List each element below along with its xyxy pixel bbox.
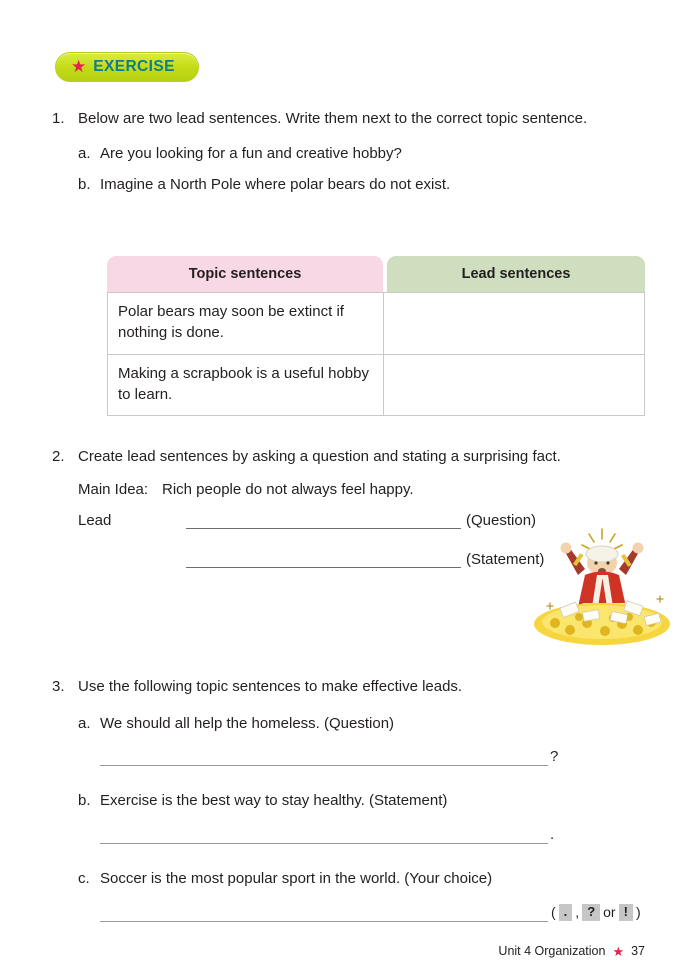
question-1-number: 1. <box>52 110 65 127</box>
lead-answer-line-question[interactable] <box>186 514 461 529</box>
exercise-badge <box>55 52 199 82</box>
lead-answer-line-statement[interactable] <box>186 553 461 568</box>
footer-unit-text: Unit 4 Organization <box>498 944 606 958</box>
lead-label: Lead <box>78 512 112 529</box>
punct-comma: , <box>575 904 580 921</box>
star-icon: ★ <box>71 57 87 76</box>
page-number: 37 <box>631 944 645 958</box>
topic-lead-sentence-table <box>107 256 645 416</box>
table-cell-topic: Making a scrapbook is a useful hobby to learn. <box>108 355 384 416</box>
question-3-item-b <box>78 790 652 813</box>
question-3-item-c-letter: c. <box>78 869 90 887</box>
question-1-item-b <box>78 174 652 197</box>
question-3-answer-line-a[interactable] <box>100 750 548 766</box>
question-1-prompt: Below are two lead sentences. Write them next to the correct topic sentence. <box>78 110 588 127</box>
question-2-main-idea <box>78 479 652 502</box>
question-3-prompt: Use the following topic sentences to make effective leads. <box>78 678 463 695</box>
question-3-answer-row-a <box>100 749 652 766</box>
question-3-item-a <box>78 713 652 736</box>
page-footer <box>498 944 645 958</box>
question-3-item-c <box>78 868 652 891</box>
question-2 <box>52 446 652 501</box>
lead-answer-tag-question: (Question) <box>466 512 537 529</box>
question-2-lead-answer-block <box>78 512 598 568</box>
question-2-number: 2. <box>52 448 65 465</box>
question-3-item-b-letter: b. <box>78 792 91 809</box>
question-1-item-a-letter: a. <box>78 144 91 162</box>
table-row <box>108 293 644 354</box>
lead-answer-tag-statement: (Statement) <box>466 551 545 568</box>
punctuation-choice-group <box>548 904 641 922</box>
question-3-item-a-letter: a. <box>78 714 91 732</box>
table-cell-lead-answer[interactable] <box>384 293 644 354</box>
question-3-number: 3. <box>52 678 65 695</box>
punct-close-paren: ) <box>635 904 641 921</box>
punct-question-box: ? <box>582 904 600 921</box>
question-3-end-mark-b: . <box>550 825 555 843</box>
table-header-row <box>107 256 645 292</box>
punct-period-box: . <box>559 904 573 921</box>
question-3-answer-row-b <box>100 827 652 844</box>
table-row <box>108 354 644 416</box>
question-3-item-c-text: Soccer is the most popular sport in the world. (Your choice) <box>100 869 493 887</box>
main-idea-text: Rich people do not always feel happy. <box>162 480 414 498</box>
question-1-prompt-row <box>52 108 652 131</box>
table-cell-lead-answer[interactable] <box>384 355 644 416</box>
rich-man-on-gold-pile-illustration <box>525 523 680 648</box>
question-1-item-b-text: Imagine a North Pole where polar bears do not exist. <box>100 176 451 193</box>
question-3-end-mark-a: ? <box>550 748 559 765</box>
question-3-prompt-row <box>52 676 652 699</box>
question-3-answer-line-b[interactable] <box>100 828 548 844</box>
star-icon: ★ <box>612 943 625 959</box>
table-cell-topic: Polar bears may soon be extinct if nothing is done. <box>108 293 384 354</box>
punct-exclaim-box: ! <box>619 904 633 921</box>
question-2-prompt-row <box>52 446 652 469</box>
table-header-topic-sentences: Topic sentences <box>107 256 383 292</box>
main-idea-label: Main Idea: <box>78 480 149 498</box>
question-1-item-a <box>78 143 652 166</box>
exercise-badge-label: EXERCISE <box>93 58 175 75</box>
question-3-answer-line-c[interactable] <box>100 906 548 922</box>
question-2-prompt: Create lead sentences by asking a question and stating a surprising fact. <box>78 448 561 465</box>
question-1-item-b-letter: b. <box>78 176 91 193</box>
punct-open-paren: ( <box>551 904 556 921</box>
question-3-answer-row-c <box>100 904 652 922</box>
table-header-lead-sentences: Lead sentences <box>387 256 645 292</box>
question-3-item-a-text: We should all help the homeless. (Question) <box>100 714 395 732</box>
lead-answer-row-statement <box>78 551 598 568</box>
table-body <box>107 292 645 416</box>
lead-answer-row-question <box>78 512 598 529</box>
question-1-item-a-text: Are you looking for a fun and creative hobby? <box>100 144 402 162</box>
question-1 <box>52 108 652 197</box>
question-3-item-b-text: Exercise is the best way to stay healthy. (Statement) <box>100 792 448 809</box>
punct-or-label: or <box>603 904 616 921</box>
question-3 <box>52 676 652 922</box>
